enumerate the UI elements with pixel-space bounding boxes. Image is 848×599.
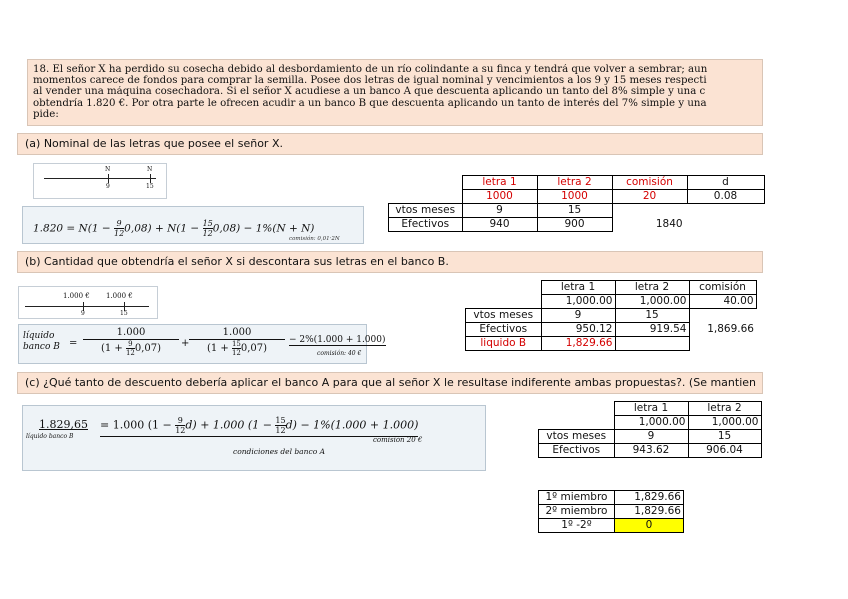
table-b-row-label: liquido B [466,337,542,351]
table-a-cell: 940 [462,218,537,232]
table-a [388,175,765,232]
formula-b-tail: − 2%(1.000 + 1.000) [289,335,386,345]
timeline-a-bottom-right: 15 [146,183,154,190]
table-c-cell: 1,000.00 [688,416,761,430]
table-c [538,401,762,458]
section-b-header [17,251,763,273]
table-a-cell: 20 [612,190,687,204]
table-a-cell: 9 [462,204,537,218]
table-c-cell: 1,000.00 [614,416,688,430]
table-c-header: letra 1 [614,402,688,416]
table-b [465,280,757,351]
formula-b-num2: 1.000 [222,327,252,338]
section-b-label: (b) Cantidad que obtendría el señor X si descontara sus letras en el banco B. [25,255,449,268]
table-a-header: comisión [612,176,687,190]
table-c-cell: 9 [614,430,688,444]
table-b-header: letra 2 [615,281,689,295]
formula-c-lhs: 1.829,65 [39,418,88,431]
table-b-header: letra 1 [541,281,615,295]
table-c-cell: 906.04 [688,444,761,458]
table-c-cell: 943.62 [614,444,688,458]
timeline-a [33,163,167,199]
timeline-b-top-left: 1.000 € [63,292,90,300]
table-b-cell: 950.12 [541,323,615,337]
check-row-value: 1,829.66 [615,505,684,519]
check-row-label: 2º miembro [539,505,615,519]
table-c-header: letra 2 [688,402,761,416]
problem-line: 18. El señor X ha perdido su cosecha debido al desbordamiento de un río colindante a su finca y tendrá que volver a sembrar; aun [33,64,708,75]
table-a-header: d [687,176,764,190]
table-a-cell: 1000 [537,190,612,204]
table-b-header: comisión [689,281,756,295]
formula-c-lhs-note: líquido banco B [26,433,74,440]
formula-b: líquido banco B = 1.000 (1 + $\frac{9}{12}$ 0,07) + 1.000 (1 + $\frac{15}{12}$ 0,07) − 2%(1.000 + 1.000) comisión: 40 € [18,324,367,364]
table-a-total: 1840 [655,218,683,230]
timeline-b-bottom-right: 15 [120,310,128,317]
table-a-row-label: vtos meses [389,204,463,218]
check-row-label: 1º miembro [539,491,615,505]
formula-a: 1.820 = N(1 − $\frac{9}{12}$ 0,08) + N(1 − $\frac{15}{12}$ 0,08) − 1%(N + N) comisión: 0,01·2N [22,206,364,244]
table-a-row-label: Efectivos [389,218,463,232]
check-table [538,490,684,533]
formula-a-note: comisión: 0,01·2N [289,236,340,242]
problem-line: momentos carece de fondos para comprar la semilla. Posee dos letras de igual nominal y vencimientos a los 9 y 15 meses respecti [33,75,707,87]
formula-a-lhs: 1.820 = [33,222,79,235]
table-a-cell: 0.08 [687,190,764,204]
table-b-cell: 40.00 [689,295,756,309]
formula-b-num1: 1.000 [116,327,146,338]
timeline-a-top-right: N [147,166,153,173]
timeline-b-bottom-left: 9 [81,310,85,317]
formula-c-note1: comisión 20 € [373,436,423,444]
table-b-row-label: vtos meses [466,309,542,323]
formula-b-lhs1: líquido [23,331,55,341]
table-b-cell: 1,000.00 [541,295,615,309]
section-a-label: (a) Nominal de las letras que posee el señor X. [25,137,283,150]
formula-c: 1.829,65 líquido banco B = 1.000 (1 − $\frac{9}{12}$ d) + 1.000 (1 − $\frac{15}{12}$ d) − 1%(1.000 + 1.000) comisión 20 € condiciones del banco A [22,405,486,471]
table-c-row-label: Efectivos [539,444,615,458]
table-b-liquido: 1,829.66 [541,337,615,351]
section-c-header [17,372,763,394]
table-b-total: 1,869.66 [707,323,754,335]
table-c-cell: 15 [688,430,761,444]
formula-b-lhs2: banco B [23,342,60,352]
table-a-cell: 1000 [462,190,537,204]
formula-b-note: comisión: 40 € [317,350,362,357]
table-b-cell: 9 [541,309,615,323]
problem-line: al vender una máquina cosechadora. Si el señor X acudiese a un banco A que descuenta aplicando un tanto del 8% simple y una c [33,86,706,98]
check-row-label: 1º -2º [539,519,615,533]
check-row-value: 1,829.66 [615,491,684,505]
check-difference-value: 0 [615,519,684,533]
problem-statement [27,59,763,126]
table-b-cell: 15 [615,309,689,323]
table-a-cell: 15 [537,204,612,218]
table-b-row-label: Efectivos [466,323,542,337]
timeline-b [18,286,158,319]
timeline-a-top-left: N [105,166,111,173]
table-a-cell: 900 [537,218,612,232]
timeline-b-top-right: 1.000 € [106,292,133,300]
formula-c-note2: condiciones del banco A [233,447,326,456]
table-a-header: letra 2 [537,176,612,190]
section-a-header [17,133,763,155]
section-c-label: (c) ¿Qué tanto de descuento debería aplicar el banco A para que al señor X le resultase indiferente ambas propuestas?. (Se mantien [25,376,756,389]
table-c-row-label: vtos meses [539,430,615,444]
problem-line: obtendría 1.820 €. Por otra parte le ofrecen acudir a un banco B que descuenta aplicando un tanto de interés del 7% simple y una [33,97,707,109]
table-b-cell: 1,000.00 [615,295,689,309]
timeline-a-bottom-left: 9 [106,183,110,190]
table-a-header: letra 1 [462,176,537,190]
problem-line: pide: [33,108,59,120]
table-b-cell: 919.54 [615,323,689,337]
